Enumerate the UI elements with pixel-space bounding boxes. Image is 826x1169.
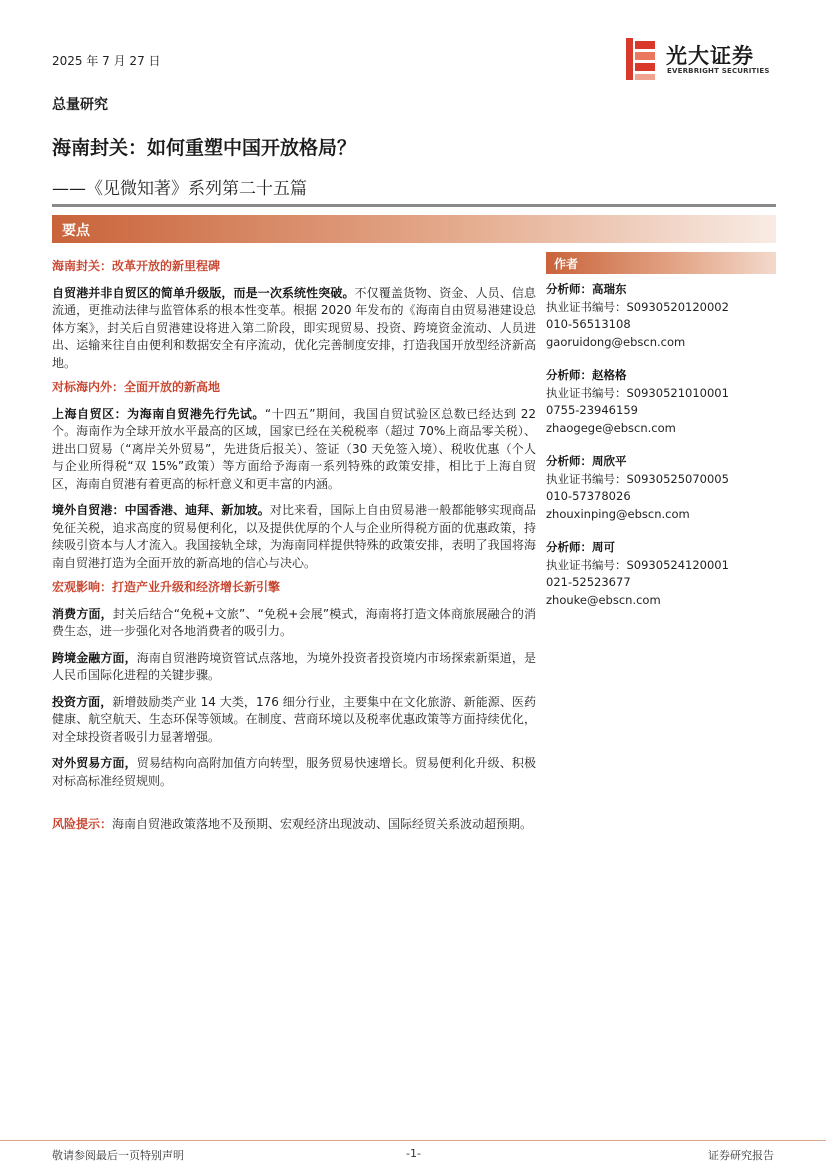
paragraph-5-lead: 跨境金融方面， (52, 650, 137, 665)
author-label: 作者 (554, 257, 579, 271)
analyst-cert: 执业证书编号：S0930520120002 (546, 299, 729, 314)
report-title: 海南封关：如何重塑中国开放格局？ (52, 137, 357, 159)
analyst-phone: 010-56513108 (546, 317, 631, 331)
analyst-email[interactable]: gaoruidong@ebscn.com (546, 334, 686, 349)
paragraph-4-body: 封关后结合“免税+文旅”、“免税+会展”模式，海南将打造文体商旅展融合的消费生态，进一步强化对各地消费者的吸引力。 (52, 606, 536, 638)
analyst-card (546, 281, 776, 351)
everbright-logo-icon (626, 38, 656, 80)
report-date: 2025 年 7 月 27 日 (52, 54, 161, 68)
footer-report-type: 证券研究报告 (708, 1149, 774, 1162)
analyst-card (546, 539, 776, 609)
risk-text: 海南自贸港政策落地不及预期、宏观经济出现波动、国际经贸关系波动超预期。 (112, 817, 533, 831)
section-title-3: 宏观影响：打造产业升级和经济增长新引擎 (52, 580, 281, 594)
analyst-email[interactable]: zhouxinping@ebscn.com (546, 506, 690, 521)
logo-chinese-name: 光大证券 (666, 44, 754, 68)
paragraph-2-lead: 上海自贸区：为海南自贸港先行先试。 (52, 406, 265, 421)
keypoints-label: 要点 (62, 223, 90, 239)
paragraph-5 (52, 650, 536, 685)
paragraph-7 (52, 755, 536, 790)
author-sidebar (546, 252, 776, 609)
paragraph-3 (52, 502, 536, 572)
header-divider (52, 204, 776, 207)
page-number: -1- (406, 1147, 421, 1160)
risk-warning (52, 816, 536, 834)
analyst-phone: 021-52523677 (546, 575, 631, 589)
risk-label: 风险提示： (52, 817, 113, 831)
keypoints-banner (52, 215, 776, 243)
paragraph-2-body: “十四五”期间，我国自贸试验区总数已经达到 22 个。海南作为全球开放水平最高的区域，国家已经在关税税率（超过 70%上商品零关税）、进出口贸易（“离岸关外贸易”，先进货后报关）、签证（30 天免签入境）、税收优惠（个人与企业所得税“双 15%”政策）等方面给予海南一系列特殊的政策安排，相比于上海自贸区，海南自贸港有着更高的标杆意义和更丰富的内涵。 (52, 406, 536, 491)
paragraph-3-body: 对比来看，国际上自由贸易港一般都能够实现商品免征关税，追求高度的贸易便利化，以及提供优厚的个人与企业所得税方面的优惠政策，持续吸引资本与人才流入。我国接轨全球，为海南同样提供特殊的政策安排，表明了我国将海南自贸港打造为全面开放的新高地的信心与决心。 (52, 503, 536, 570)
logo-english-name: EVERBRIGHT SECURITIES (667, 67, 770, 75)
report-category: 总量研究 (52, 97, 108, 113)
analyst-cert: 执业证书编号：S0930521010001 (546, 385, 729, 400)
analyst-name: 分析师：周可 (546, 540, 615, 554)
paragraph-1 (52, 285, 536, 373)
analyst-card (546, 367, 776, 437)
footer-disclaimer: 敬请参阅最后一页特别声明 (52, 1149, 184, 1162)
section-title-2: 对标海内外：全面开放的新高地 (52, 380, 221, 394)
analyst-cert: 执业证书编号：S0930524120001 (546, 557, 729, 572)
analyst-phone: 010-57378026 (546, 489, 631, 503)
analyst-name: 分析师：高瑞东 (546, 282, 627, 296)
paragraph-2 (52, 406, 536, 494)
paragraph-4-lead: 消费方面， (52, 606, 113, 621)
report-subtitle: ——《见微知著》系列第二十五篇 (52, 179, 307, 199)
section-title-1: 海南封关：改革开放的新里程碑 (52, 259, 221, 273)
paragraph-4 (52, 606, 536, 641)
paragraph-1-lead: 自贸港并非自贸区的简单升级版，而是一次系统性突破。 (52, 285, 355, 300)
author-banner (546, 252, 776, 274)
paragraph-5-body: 海南自贸港跨境资管试点落地，为境外投资者投资境内市场探索新渠道，是人民币国际化进程的关键步骤。 (52, 650, 536, 682)
analyst-email[interactable]: zhaogege@ebscn.com (546, 420, 676, 435)
analyst-name: 分析师：周欣平 (546, 454, 627, 468)
paragraph-1-body: 不仅覆盖货物、资金、人员、信息流通，更推动法律与监管体系的根本性变革。根据 2020 年发布的《海南自由贸易港建设总体方案》，封关后自贸港建设将进入第二阶段，即实现贸易、投资、跨境资金流动、人员进出、运输来往自由便利和数据安全有序流动，优化完善制度安排，打造我国开放型经济新高地。 (52, 285, 536, 370)
company-logo (626, 38, 786, 82)
paragraph-6 (52, 694, 536, 747)
analyst-name: 分析师：赵格格 (546, 368, 627, 382)
paragraph-7-body: 贸易结构向高附加值方向转型，服务贸易快速增长。贸易便利化升级、积极对标高标准经贸规则。 (52, 756, 536, 788)
analyst-card (546, 453, 776, 523)
paragraph-7-lead: 对外贸易方面， (52, 756, 137, 770)
paragraph-6-lead: 投资方面， (52, 694, 113, 709)
main-content (52, 258, 536, 834)
footer-divider (0, 1140, 826, 1141)
analyst-phone: 0755-23946159 (546, 403, 638, 417)
analyst-email[interactable]: zhouke@ebscn.com (546, 592, 661, 607)
paragraph-3-lead: 境外自贸港：中国香港、迪拜、新加坡。 (52, 503, 270, 517)
paragraph-6-body: 新增鼓励类产业 14 大类，176 细分行业，主要集中在文化旅游、新能源、医药健康、航空航天、生态环保等领域。在制度、营商环境以及税率优惠政策等方面持续优化，对全球投资者吸引力显著增强。 (52, 694, 536, 744)
analyst-cert: 执业证书编号：S0930525070005 (546, 471, 729, 486)
